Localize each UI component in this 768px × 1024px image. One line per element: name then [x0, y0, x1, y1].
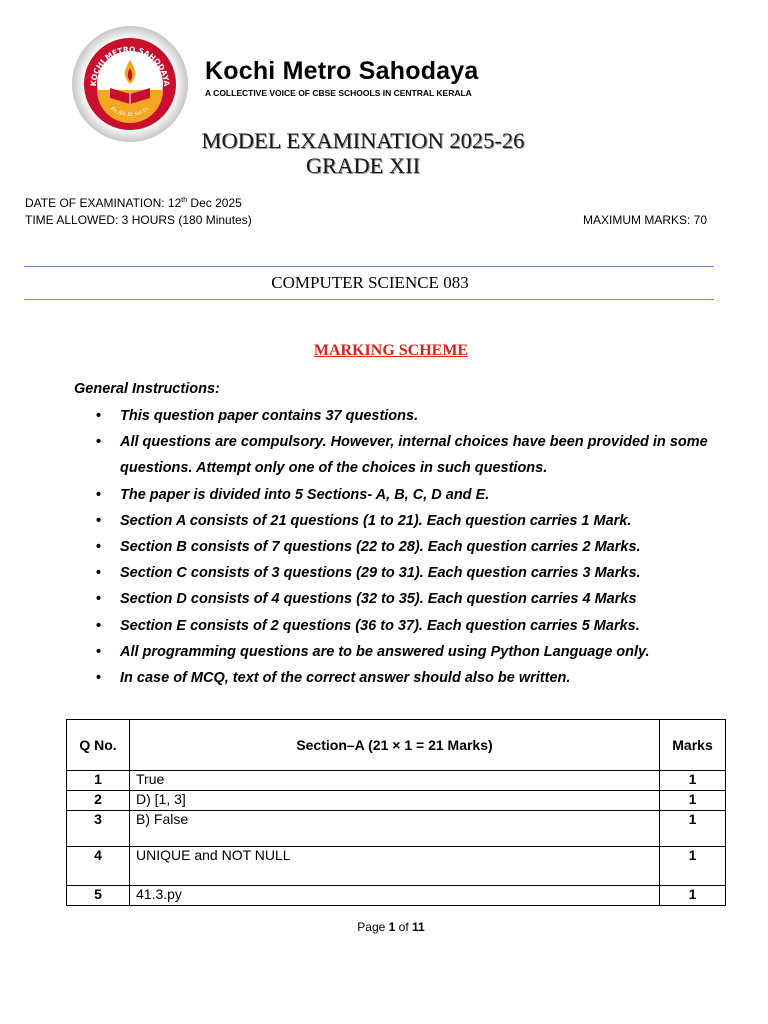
instruction-item: [0, 429, 768, 455]
instruction-item: [0, 665, 768, 691]
instruction-text: Section C consists of 3 questions (29 to 31). Each question carries 3 Marks.: [120, 565, 641, 582]
instruction-item: [0, 403, 768, 429]
instruction-text: Section E consists of 2 questions (36 to 37). Each question carries 5 Marks.: [120, 617, 640, 634]
answer-cell: 41.3.py: [130, 886, 660, 906]
instruction-text: Section A consists of 21 questions (1 to 21). Each question carries 1 Mark.: [120, 512, 632, 529]
exam-date-rest: Dec 2025: [187, 196, 242, 210]
marks-cell: 1: [660, 811, 726, 847]
instruction-item: [0, 508, 768, 534]
instruction-text: All programming questions are to be answered using Python Language only.: [120, 643, 650, 660]
sahodaya-logo: [72, 26, 188, 142]
exam-title: MODEL EXAMINATION 2025-26: [201, 128, 525, 153]
exam-date: [25, 196, 242, 210]
logo-emblem-icon: [72, 26, 188, 142]
instruction-item: [0, 560, 768, 586]
general-instructions-heading: General Instructions:: [74, 381, 220, 397]
general-instructions-list: [0, 403, 768, 691]
bullet-icon: •: [96, 408, 102, 424]
organization-tagline: A COLLECTIVE VOICE OF CBSE SCHOOLS IN CENTRAL KERALA: [205, 88, 472, 98]
instruction-item-continuation: [0, 455, 768, 481]
instruction-item: [0, 639, 768, 665]
answer-cell: D) [1, 3]: [130, 791, 660, 811]
bullet-icon: •: [96, 434, 102, 451]
answer-cell: B) False: [130, 811, 660, 847]
question-number: 1: [67, 771, 130, 791]
bullet-icon: •: [96, 670, 102, 687]
organization-name: Kochi Metro Sahodaya: [205, 57, 479, 85]
instruction-item: [0, 482, 768, 508]
table-row: [67, 847, 726, 886]
bullet-icon: •: [96, 486, 102, 503]
table-row: [67, 791, 726, 811]
instruction-text: This question paper contains 37 questions.: [120, 408, 419, 424]
question-number: 5: [67, 886, 130, 906]
bullet-icon: •: [96, 539, 102, 556]
instruction-text: All questions are compulsory. However, internal choices have been provided in some: [120, 434, 708, 451]
marking-scheme-table: [66, 719, 726, 906]
instruction-item: [0, 534, 768, 560]
instruction-item: [0, 586, 768, 612]
table-row: [67, 771, 726, 791]
footer-page-word: Page: [357, 920, 389, 934]
question-number: 2: [67, 791, 130, 811]
maximum-marks: MAXIMUM MARKS: 70: [583, 213, 708, 227]
bullet-icon: •: [96, 643, 102, 660]
exam-date-suffix: th: [181, 197, 188, 204]
time-allowed: TIME ALLOWED: 3 HOURS (180 Minutes): [25, 213, 252, 227]
marks-cell: 1: [660, 791, 726, 811]
footer-of-word: of: [395, 920, 413, 934]
header-marks: Marks: [660, 720, 726, 771]
divider-top: [24, 266, 714, 267]
answer-cell: True: [130, 771, 660, 791]
table-header-row: [67, 720, 726, 771]
marks-cell: 1: [660, 771, 726, 791]
table-row: [67, 886, 726, 906]
subject-title: COMPUTER SCIENCE 083: [271, 273, 469, 292]
grade-title: GRADE XII: [305, 153, 421, 178]
bullet-icon: •: [96, 565, 102, 582]
instruction-text: The paper is divided into 5 Sections- A, B, C, D and E.: [120, 486, 490, 503]
instruction-text: In case of MCQ, text of the correct answer should also be written.: [120, 670, 571, 687]
exam-date-label: DATE OF EXAMINATION: 12: [25, 196, 182, 210]
instruction-text: questions. Attempt only one of the choices in such questions.: [120, 460, 548, 477]
page-footer: [0, 920, 768, 934]
logo-text-bottom: Ex Alii Et Sui Ex: [109, 105, 151, 119]
header-section: Section–A (21 × 1 = 21 Marks): [130, 720, 660, 771]
logo-text-top: KOCHI METRO SAHODAYA: [88, 44, 172, 87]
footer-page-total: 11: [412, 920, 425, 934]
bullet-icon: •: [96, 512, 102, 529]
question-number: 4: [67, 847, 130, 886]
answer-cell: UNIQUE and NOT NULL: [130, 847, 660, 886]
instruction-item: [0, 613, 768, 639]
marks-cell: 1: [660, 886, 726, 906]
instruction-text: Section D consists of 4 questions (32 to 35). Each question carries 4 Marks: [120, 591, 637, 608]
header-qno: Q No.: [67, 720, 130, 771]
marks-cell: 1: [660, 847, 726, 886]
bullet-icon: •: [96, 591, 102, 608]
question-number: 3: [67, 811, 130, 847]
table-row: [67, 811, 726, 847]
instruction-text: Section B consists of 7 questions (22 to 28). Each question carries 2 Marks.: [120, 539, 641, 556]
marking-scheme-title: MARKING SCHEME: [313, 342, 469, 359]
bullet-icon: •: [96, 617, 102, 634]
footer-page-current: 1: [388, 920, 396, 934]
divider-bottom: [24, 299, 714, 300]
